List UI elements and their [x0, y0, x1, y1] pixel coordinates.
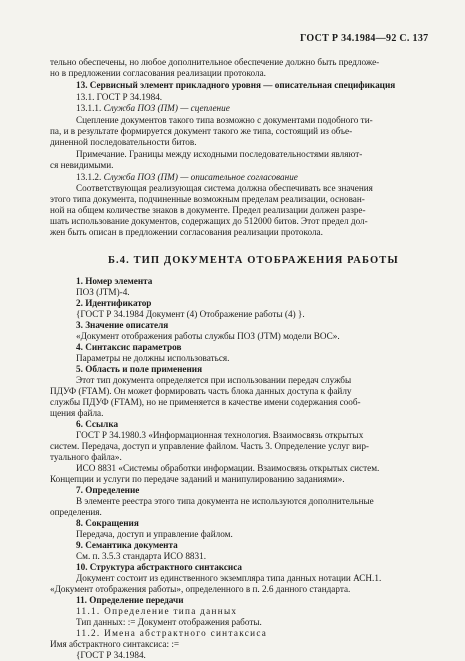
text-line: Соответствующая реализующая система должна обеспечивать все значения [76, 183, 373, 193]
text-line: {ГОСТ Р 34.1984 Документ (4) Отображение работы (4) }. [76, 309, 305, 319]
subsection-heading: 13.1. ГОСТ Р 34.1984. [76, 92, 163, 102]
service-name: Служба ПОЗ (ПМ) [103, 103, 178, 113]
text-line: ИСО 8831 «Системы обработки информации. Взаимосвязь открытых систем. [76, 463, 380, 473]
text-line: Имя абстрактного синтаксиса: := [50, 639, 180, 649]
text-line: «Документ отображения работы службы ПОЗ (JTM) модели ВОС». [76, 331, 340, 341]
section-heading: 13. Сервисный элемент прикладного уровня — описательная спецификация [76, 80, 396, 90]
item-heading: 10. Структура абстрактного синтаксиса [76, 562, 243, 572]
item-heading: 3. Значение описателя [76, 320, 169, 330]
subsection-title: — описательное согласование [177, 172, 298, 182]
item-heading: 9. Семантика документа [76, 540, 178, 550]
text-line: «Документ отображения работы», определенного в п. 2.6 данного стандарта. [50, 584, 351, 594]
text-line: жен быть описан в предложении согласования реализации протокола. [50, 227, 323, 237]
note-line: Примечание. Границы между исходными последовательностями являют- [76, 149, 363, 159]
item-heading: 8. Сокращения [76, 518, 139, 528]
text-line: Сцепление документов такого типа возможно с документами подобного ти- [76, 115, 373, 125]
subsection-heading [76, 172, 298, 183]
text-line: туального файла». [50, 452, 122, 462]
subsection-number: 13.1.2. [76, 172, 104, 182]
subsection-heading [76, 103, 230, 114]
text-line: шать использование документов, содержащих до 512000 битов. Этот предел дол- [50, 216, 368, 226]
text-line: службы ПДУФ (FTAM), но не применяется в качестве имени содержания сооб- [50, 397, 361, 407]
text-line: Документ состоит из единственного экземпляра типа данных нотации АСН.1. [76, 573, 382, 583]
subsection-title: — сцепление [177, 103, 230, 113]
subitem-heading: 11.2. Имена абстрактного синтаксиса [76, 628, 268, 638]
text-line: См. п. 3.5.3 стандарта ИСО 8831. [76, 551, 207, 561]
text-line: ной на общем количестве знаков в документе. Предел реализации должен разре- [50, 205, 366, 215]
note-line: ся невидимыми. [50, 160, 114, 170]
text-line: Тип данных: := Документ отображения работы. [76, 617, 262, 627]
item-heading: 4. Синтаксис параметров [76, 342, 182, 352]
text-line: ПДУФ (FTAM). Он может формировать часть блока данных доступа к файлу [50, 386, 352, 396]
text-line: щения файла. [50, 408, 104, 418]
page-header: ГОСТ Р 34.1984—92 С. 137 [300, 33, 429, 44]
item-heading: 1. Номер элемента [76, 276, 153, 286]
item-heading: 6. Ссылка [76, 419, 119, 429]
text-line: Передача, доступ и управление файлом. [76, 529, 233, 539]
item-heading: 11. Определение передачи [76, 595, 184, 605]
text-line: Этот тип документа определяется при использовании передач службы [76, 375, 352, 385]
text-line: Концепции и услуги по передаче заданий и манипулированию заданиями». [50, 474, 345, 484]
service-name: Служба ПОЗ (ПМ) [103, 172, 178, 182]
subitem-heading: 11.1. Определение типа данных [76, 606, 238, 616]
text-line: систем. Передача, доступ и управление файлом. Часть 3. Определение услуг вир- [50, 441, 369, 451]
text-line: этого типа документа, подчиненные возможным пределам реализации, основан- [50, 194, 365, 204]
text-line: но в предложении согласования реализации протокола. [50, 68, 266, 78]
text-line: па, и в результате формируется документ такого же типа, состоящий из объе- [50, 126, 353, 136]
text-line: определения. [50, 507, 102, 517]
item-heading: 2. Идентификатор [76, 298, 152, 308]
item-heading: 5. Область и поле применения [76, 364, 203, 374]
subsection-number: 13.1.1. [76, 103, 104, 113]
text-line: ПОЗ (JTM)-4. [76, 287, 130, 297]
section-title: Б.4. ТИП ДОКУМЕНТА ОТОБРАЖЕНИЯ РАБОТЫ [108, 255, 399, 266]
text-line: тельно обеспечены, но любое дополнительное обеспечение должно быть предложе- [50, 57, 380, 67]
text-line: ГОСТ Р 34.1980.3 «Информационная технология. Взаимосвязь открытых [76, 430, 364, 440]
item-heading: 7. Определение [76, 485, 140, 495]
text-line: диненной последовательности битов. [50, 137, 197, 147]
text-line: В элементе реестра этого типа документа не используются дополнительные [76, 496, 374, 506]
text-line: {ГОСТ Р 34.1984. [76, 650, 146, 660]
text-line: Параметры не должны использоваться. [76, 353, 230, 363]
